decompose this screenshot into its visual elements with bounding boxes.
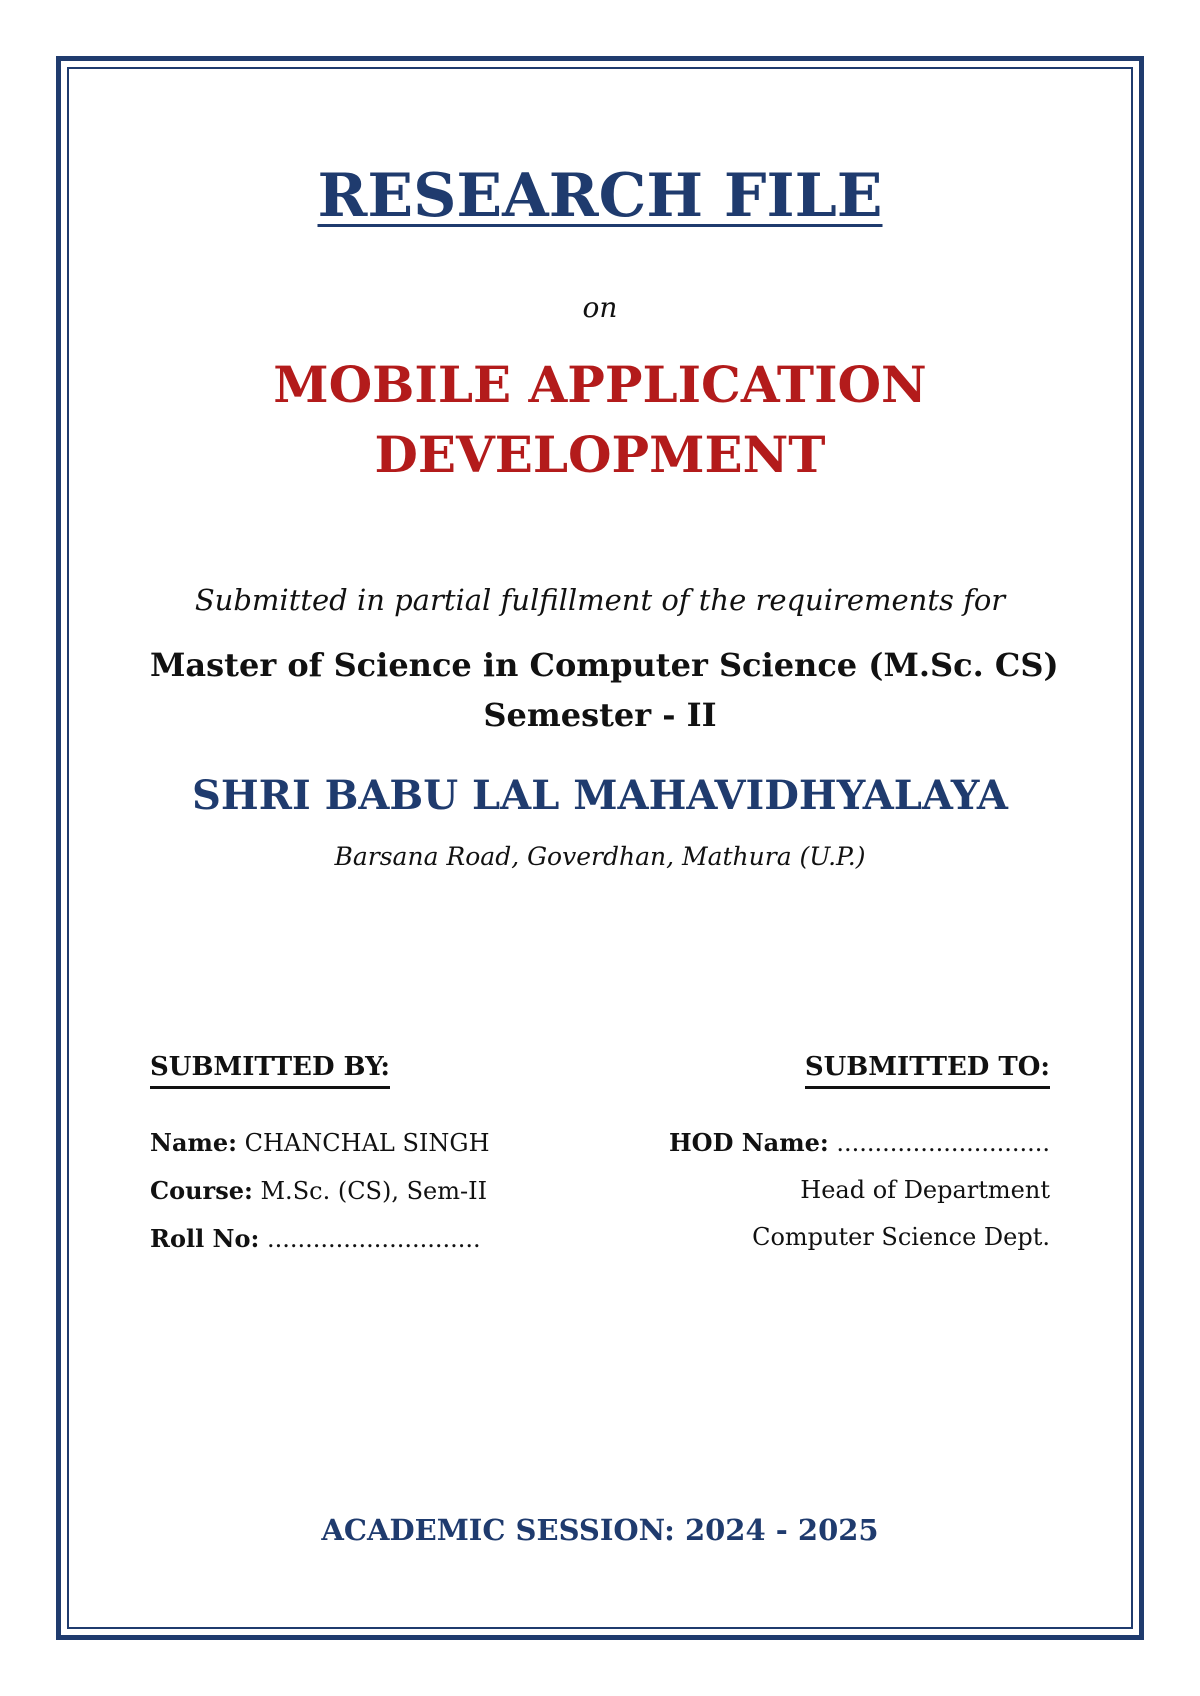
designation-line: Head of Department: [800, 1176, 1050, 1204]
course-label: Course:: [150, 1176, 253, 1205]
submitted-to-section: [590, 1050, 1050, 1261]
department-line: Computer Science Dept.: [752, 1223, 1050, 1251]
submitted-to-heading: SUBMITTED TO:: [805, 1050, 1050, 1089]
cover-page: [150, 0, 1059, 1696]
college-name: SHRI BABU LAL MAHAVIDHYALAYA: [192, 772, 1008, 819]
document-title: [150, 160, 1050, 232]
name-label: Name:: [150, 1128, 238, 1157]
hod-name-line: [590, 1119, 1050, 1167]
degree-block: [150, 640, 1059, 740]
subject-line-1: MOBILE APPLICATION: [273, 355, 927, 414]
roll-value: ............................: [267, 1225, 481, 1253]
submission-statement: Submitted in partial fulfillment of the requirements for: [194, 583, 1006, 617]
academic-session: ACADEMIC SESSION: 2024 - 2025: [321, 1513, 879, 1547]
roll-line: [150, 1215, 610, 1263]
semester: Semester - II: [483, 696, 717, 734]
name-value: CHANCHAL SINGH: [244, 1129, 490, 1157]
subject-line-2: DEVELOPMENT: [374, 425, 826, 484]
course-line: [150, 1167, 610, 1215]
subject-title: [150, 350, 1050, 490]
hod-value: ............................: [836, 1129, 1050, 1157]
degree-name: Master of Science in Computer Science (M.Sc. CS): [150, 646, 1059, 684]
student-name-line: [150, 1119, 610, 1167]
roll-label: Roll No:: [150, 1224, 260, 1253]
document-title-text: RESEARCH FILE: [317, 161, 883, 231]
submitted-by-section: [150, 1050, 610, 1263]
on-text: on: [582, 291, 618, 324]
college-address: Barsana Road, Goverdhan, Mathura (U.P.): [334, 842, 866, 871]
course-value: M.Sc. (CS), Sem-II: [260, 1177, 488, 1205]
hod-label: HOD Name:: [668, 1128, 829, 1157]
submitted-by-heading: SUBMITTED BY:: [150, 1050, 390, 1089]
